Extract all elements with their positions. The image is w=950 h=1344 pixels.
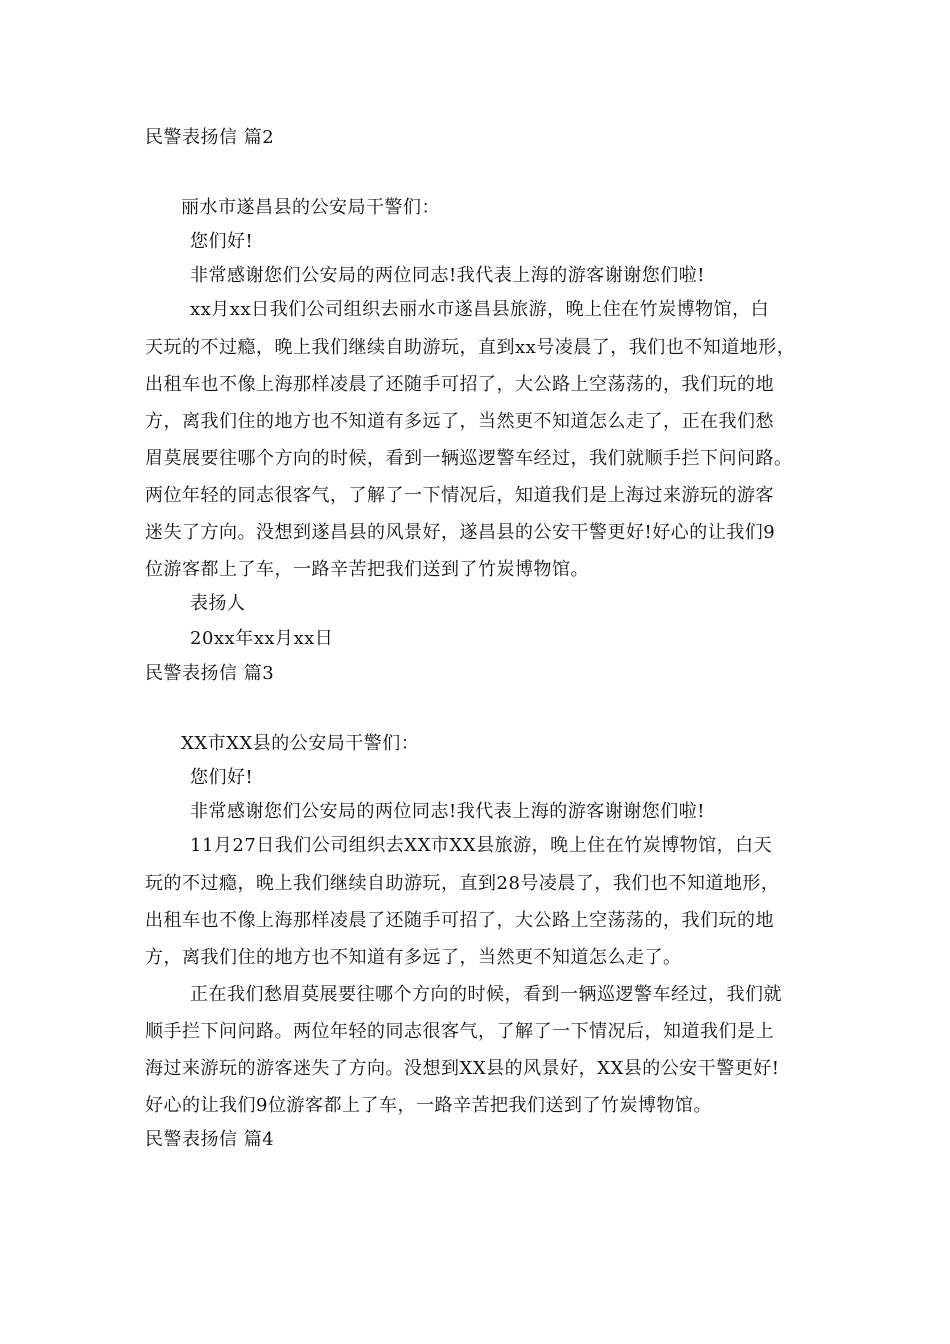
greeting: 您们好! xyxy=(190,231,254,252)
section-heading: 民警表扬信 篇4 xyxy=(145,1129,275,1150)
paragraph-line: 两位年轻的同志很客气，了解了一下情况后，知道我们是上海过来游玩的游客 xyxy=(145,485,774,506)
greeting: 您们好! xyxy=(190,767,254,788)
paragraph-line: 出租车也不像上海那样凌晨了还随手可招了，大公路上空荡荡的，我们玩的地 xyxy=(145,374,774,395)
paragraph-line: 非常感谢您们公安局的两位同志!我代表上海的游客谢谢您们啦! xyxy=(190,801,705,822)
signer: 表扬人 xyxy=(190,593,246,614)
paragraph-line: 海过来游玩的游客迷失了方向。没想到XX县的风景好，XX县的公安干警更好! xyxy=(145,1058,780,1079)
paragraph-line: xx月xx日我们公司组织去丽水市遂昌县旅游，晚上住在竹炭博物馆，白 xyxy=(190,299,770,320)
paragraph-line: 非常感谢您们公安局的两位同志!我代表上海的游客谢谢您们啦! xyxy=(190,265,705,286)
section-heading: 民警表扬信 篇3 xyxy=(145,663,275,684)
paragraph-line: 方，离我们住的地方也不知道有多远了，当然更不知道怎么走了，正在我们愁 xyxy=(145,411,774,432)
paragraph-line: 位游客都上了车，一路辛苦把我们送到了竹炭博物馆。 xyxy=(145,559,589,580)
paragraph-line: 顺手拦下问问路。两位年轻的同志很客气，了解了一下情况后，知道我们是上 xyxy=(145,1021,774,1042)
paragraph-line: 正在我们愁眉莫展要往哪个方向的时候，看到一辆巡逻警车经过，我们就 xyxy=(190,984,782,1005)
paragraph-line: 天玩的不过瘾，晚上我们继续自助游玩，直到xx号凌晨了，我们也不知道地形， xyxy=(145,337,796,358)
salutation: 丽水市遂昌县的公安局干警们： xyxy=(181,197,440,218)
paragraph-line: 好心的让我们9位游客都上了车，一路辛苦把我们送到了竹炭博物馆。 xyxy=(145,1095,712,1116)
paragraph-line: 11月27日我们公司组织去XX市XX县旅游，晚上住在竹炭博物馆，白天 xyxy=(190,835,773,856)
salutation: XX市XX县的公安局干警们： xyxy=(181,733,420,754)
paragraph-line: 方，离我们住的地方也不知道有多远了，当然更不知道怎么走了。 xyxy=(145,947,682,968)
paragraph-line: 出租车也不像上海那样凌晨了还随手可招了，大公路上空荡荡的，我们玩的地 xyxy=(145,910,774,931)
paragraph-line: 眉莫展要往哪个方向的时候，看到一辆巡逻警车经过，我们就顺手拦下问问路。 xyxy=(145,448,793,469)
paragraph-line: 玩的不过瘾，晚上我们继续自助游玩，直到28号凌晨了，我们也不知道地形， xyxy=(145,873,780,894)
paragraph-line: 迷失了方向。没想到遂昌县的风景好，遂昌县的公安干警更好!好心的让我们9 xyxy=(145,522,776,543)
date: 20xx年xx月xx日 xyxy=(190,628,334,649)
section-heading: 民警表扬信 篇2 xyxy=(145,127,275,148)
